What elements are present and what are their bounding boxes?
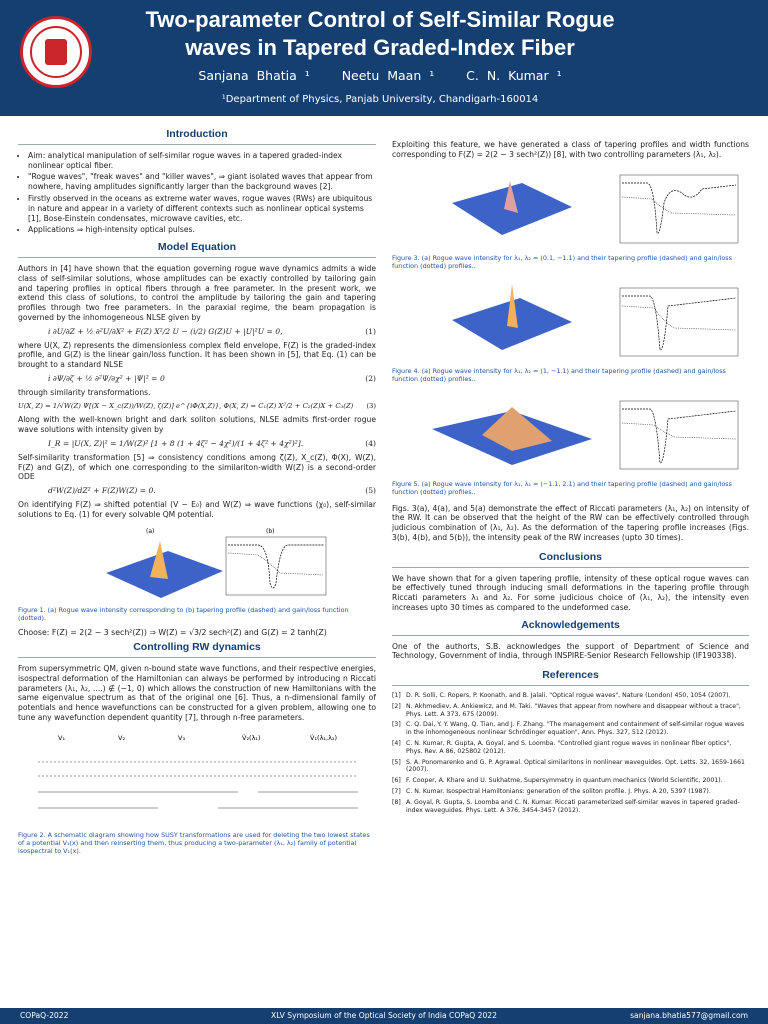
intro-bullets [18,151,376,235]
equation-2: i ∂Ψ/∂ζ + ½ ∂²Ψ/∂χ² + |Ψ|² = 0 (2) [48,373,376,383]
control-paragraph: From supersymmetric QM, given n-bound state wave functions, and their respective energies, isospectral deformation of the Hamiltonian can always be performed by introducing n Riccati parameters (λ₁, λ₂, ....) ∉ (−1, 0) which allows the construction of new Hamiltonians with the same eigenvalue spectrum as that of the original one [6]. Thus, a n-dimensional family of potentials and hence wavefunctions can be constructed for a given problem, allowing one to tune any wavefunction dependent quantity [7], through n-free parameters. [18,664,376,723]
fig2-label-v3: V₃ [178,733,186,742]
poster-title [100,6,660,62]
footer-left: COPaQ-2022 [20,1011,69,1020]
reference-item: [8] A. Goyal, R. Gupta, S. Loomba and C. N. Kumar. Riccati parameterized self-similar waves in tapered graded-index waveguides. Phys. Lett. A 376, 3454-3457 (2012). [392,798,740,814]
fig4-tapering-curve [622,296,736,350]
reference-item: [3] C. Q. Dai, Y. Y. Wang, Q. Tian, and J. F. Zhang. "The management and containment of self-similar rogue waves in the inhomogeneous nonlinear Schrödinger equation", Ann. Phys. 327, 512 (2012). [392,721,745,737]
university-logo [20,16,92,88]
fig5-tapering-curve [622,409,736,463]
fig2-energy-levels [38,762,358,808]
figure-5-caption: Figure 5. (a) Rogue wave intensity for λ₁, λ₂ = (−1.1, 2.1) and their tapering profile (dashed) and gain/loss function (dotted) profiles.. [392,479,732,496]
fig2-label-v1-hat: V̂₁(λ₁,λ₂) [310,733,338,742]
figure-3-caption: Figure 3. (a) Rogue wave intensity for λ₁, λ₂ = (0.1, −1.1) and their tapering profile (dashed) and gain/loss function (dotted) profiles.. [392,253,732,270]
fig3-gain-curve [622,197,736,215]
conclusions-heading: Conclusions [538,550,602,563]
fig1-label-a: (a) [146,527,155,535]
fig3-plot-frame [620,175,738,243]
figure-2-diagram [18,726,376,828]
title-line-2: waves in Tapered Graded-Index Fiber [185,35,575,60]
affiliation: ¹Department of Physics, Panjab University, Chandigarh-160014 [221,94,539,105]
figure-5 [392,389,749,477]
fig4-gain-curve [622,306,736,330]
fig3-tapering-curve [622,183,736,233]
figure-5-plots [392,389,749,477]
reference-item: [2] N. Akhmediev, A. Ankiewicz, and M. Taki. "Waves that appear from nowhere and disappear without a trace", Phys. Lett. A 373, 675 (2009). [392,702,741,718]
figure-4 [392,276,749,364]
discussion-paragraph: Figs. 3(a), 4(a), and 5(a) demonstrate the effect of Riccati parameters (λ₁, λ₂) on intensity of the RW. It can be observed that the height of the RW can be effectively controlled through judicious combination of (λ₁, λ₂). As the deformation of the tapering profile increases (Figs. 3(b), 4(b), and 5(b)), the intensity peak of the RW increases (upto 30 times). [392,503,749,542]
reference-list [392,692,749,814]
fig5-plot-frame [620,401,738,469]
figure-1 [18,523,376,603]
fig2-label-v2: V₂ [118,733,126,742]
reference-item: [7] C. N. Kumar. Isospectral Hamiltonians: generation of the soliton profile. J. Phys. A 20, 5397 (1987). [392,787,711,795]
intro-heading: Introduction [166,128,228,140]
equation-4: I_R = |U(X, Z)|² = 1/W(Z)² [1 + 8 (1 + 4ζ² − 4χ²)/(1 + 4ζ² + 4χ²)²]. (4) [48,438,376,448]
intro-bullet: • "Rogue waves", "freak waves" and "killer waves", ⇒ giant isolated waves that appear from nowhere, having amplitudes significantly larger than the background waves [2]. [28,172,376,192]
reference-item: [1] D. R. Solli, C. Ropers, P. Koonath, and B. Jalali. "Optical rogue waves", Nature (London) 450, 1054 (2007). [392,691,731,699]
model-heading: Model Equation [157,241,237,254]
choose-equation: Choose: F(Z) = 2(2 − 3 sech²(Z)) ⇒ W(Z) = √3/2 sech²(Z) and G(Z) = 2 tanh(Z) [18,627,327,637]
footer-center: XLV Symposium of the Optical Society of India COPaQ 2022 [271,1011,497,1020]
model-paragraph: On identifying F(Z) ⇒ shifted potential (V − E₀) and W(Z) ⇒ wave functions (χ₀), self-similar solutions to Eq. (1) for every solvable QM potential. [18,499,376,519]
model-paragraph: through similarity transformations. [18,387,151,397]
fig5-gain-curve [622,423,736,439]
fig1-gain-curve [228,553,324,575]
fig1-plot-frame [226,537,326,595]
model-paragraph: where U(X, Z) represents the dimensionless complex field envelope, F(Z) is the graded-index profile, and G(Z) is the linear gain/loss function. It has been shown in [5], that Eq. (1) can be brought to a standard NLSE [18,340,376,370]
intro-bullet: • Firstly observed in the oceans as extreme water waves, rogue waves (RWs) are ubiquitous in nature and appear in a variety of different contexts such as nonlinear optical systems [1], Bose-Einstein condensates, microwave cavities, etc. [28,194,376,223]
author-1: Sanjana Bhatia ¹ [198,68,310,83]
fig2-label-v1: V₁ [58,733,66,742]
figure-3-plots [392,163,749,251]
control-heading: Controlling RW dynamics [133,641,261,654]
figure-4-plots [392,276,749,364]
model-paragraph: Authors in [4] have shown that the equation governing rogue wave dynamics admits a wide class of self-similar solutions, whose amplitudes can be exactly controlled by tailoring gain and tapering profiles in optical fibers through a free parameter. In the present work, we extend this class of solutions, to control the amplitude by tailoring the gain and tapering profiles through two free parameters. In the paraxial regime, the beam propagation is governed by the inhomogeneous NLSE given by [18,263,376,322]
authors [100,68,660,83]
figure-1-caption: Figure 1. (a) Rogue wave intensity corresponding to (b) tapering profile (dashed) and gain/loss function (dotted). [18,605,349,622]
figure-2-caption: Figure 2. A schematic diagram showing how SUSY transformations are used for deleting the two lowest states of a potential V₁(x) and then reinserting them, thus producing a two-parameter (λ₁, λ₂) family of potential isospectral to V₁(x). [18,830,370,855]
acknowledgements-heading: Acknowledgements [521,618,620,631]
fig1-label-b: (b) [266,527,275,535]
references-heading: References [542,669,599,682]
left-column [18,126,376,861]
footer-email: sanjana.bhatia577@gmail.com [630,1011,748,1020]
fig1-tapering-curve [228,545,324,588]
reference-item: [5] S. A. Ponomarenko and G. P. Agrawal. Optical similaritons in nonlinear waveguides. Opt. Letts. 32, 1659-1661 (2007). [392,758,745,774]
fig2-label-v2-hat: V̂₂(λ₁) [242,733,261,742]
figure-3 [392,163,749,251]
figure-2 [18,726,376,828]
poster-header [0,0,768,116]
figure-4-caption: Figure 4. (a) Rogue wave intensity for λ₁, λ₂ = (1, −1.1) and their tapering profile (dashed) and gain/loss function (dotted) profiles.. [392,366,726,383]
figure-1-plots [18,523,376,603]
title-line-1: Two-parameter Control of Self-Similar Rogue [145,7,615,32]
intro-bullet: • Applications ⇒ high-intensity optical pulses. [28,225,376,235]
author-2: Neetu Maan ¹ [341,68,435,83]
fig4-plot-frame [620,288,738,356]
right-column [392,140,749,817]
acknowledgements-text: One of the authorts, S.B. acknowledges the support of Department of Science and Technology, Government of India, through INSPIRE-Senior Research Fellowship (IF190338). [392,641,749,661]
equation-5: d²W(Z)/dZ² + F(Z)W(Z) = 0. (5) [48,486,376,496]
reference-item: [4] C. N. Kumar, R. Gupta, A. Goyal, and S. Loomba. "Controlled giant rogue waves in nonlinear fiber optics", Phys. Rev. A 86, 025802 (2012). [392,739,732,755]
poster-footer [0,1008,768,1024]
reference-item: [6] F. Cooper, A. Khare and U. Sukhatme, Supersymmetry in quantum mechanics (World Scientific, 2001). [392,777,723,785]
conclusions-text: We have shown that for a given tapering profile, intensity of these optical rogue waves can be effectively tuned through inducing small deformations in the tapering profile through Riccati parameters λ₁ and λ₂. For some judicious choice of (λ₁, λ₂), the intensity even increases upto 30 times as compared to the undeformed case. [392,573,749,612]
equation-3: U(X, Z) = 1/√W(Z) Ψ[(X − X_c(Z))/W(Z), ζ(Z)] e^{iΦ(X,Z)}, Φ(X, Z) = C₁(Z) X²/2 + C₂(Z)X + C₃(Z) (3) [18,401,376,410]
model-paragraph: Along with the well-known bright and dark soliton solutions, NLSE admits first-order rogue wave solutions with intensity given by [18,415,376,435]
right-intro-paragraph: Exploiting this feature, we have generated a class of tapering profiles and width functions corresponding to F(Z) = 2(2 − 3 sech²(Z)) [8], with two controlling parameters (λ₁, λ₂). [392,140,749,159]
author-3: C. N. Kumar ¹ [466,68,562,83]
intro-bullet: • Aim: analytical manipulation of self-similar rogue waves in a tapered graded-index nonlinear optical fiber. [28,151,376,171]
model-paragraph: Self-similarity transformation [5] ⇒ consistency conditions among ζ(Z), X_c(Z), Φ(X), W(Z), F(Z) and G(Z), of which one corresponding to the similariton-width W(Z) is a second-order ODE [18,452,376,482]
equation-1: i ∂U/∂Z + ½ ∂²U/∂X² + F(Z) X²/2 U − (i/2) G(Z)U + |U|²U = 0, (1) [48,326,376,336]
